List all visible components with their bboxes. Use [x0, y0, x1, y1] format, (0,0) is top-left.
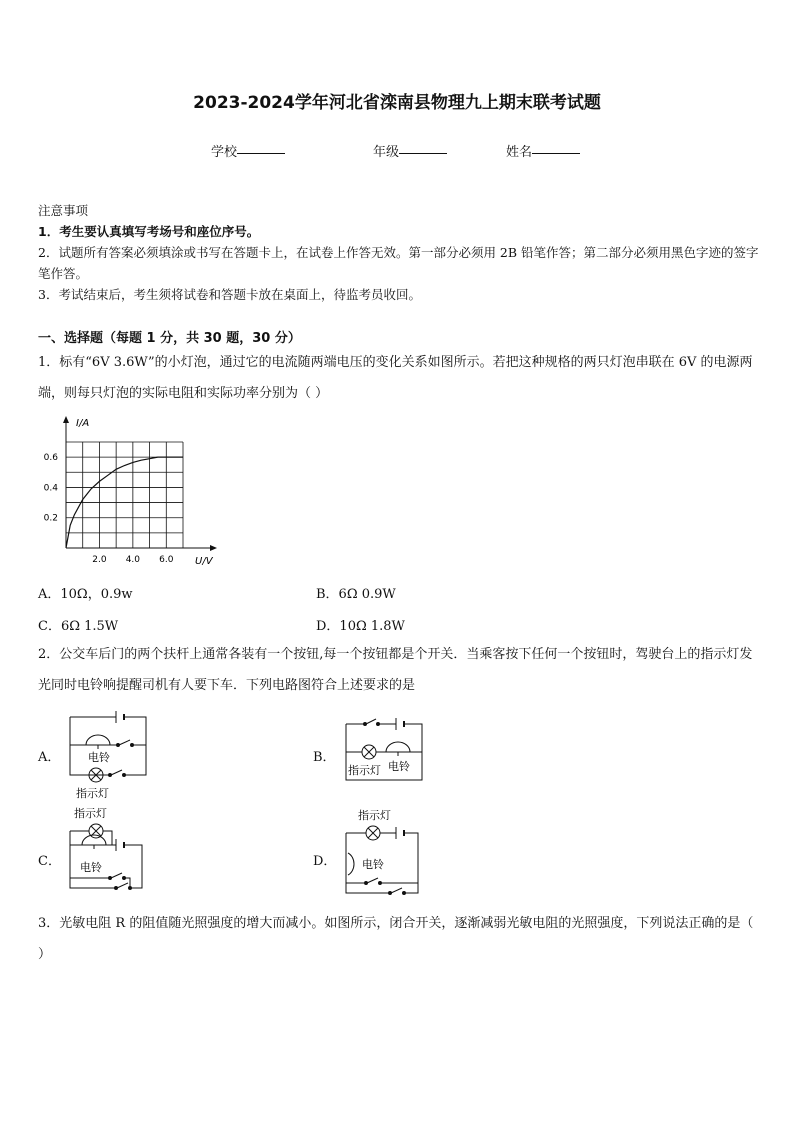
- circuit-a-bell-label: 电铃: [88, 751, 110, 764]
- question-3-text: 3．光敏电阻 R 的阻值随光照强度的增大而减小。如图所示，闭合开关，逐渐减弱光敏电阻的光照强度，下列说法正确的是（ ）: [38, 916, 754, 962]
- notice-heading: 注意事项: [38, 203, 89, 218]
- circuit-d-bell-label: 电铃: [362, 858, 384, 871]
- name-blank: [532, 141, 580, 154]
- chart-y-axis-label: I/A: [76, 418, 90, 429]
- page-title: 2023-2024学年河北省滦南县物理九上期末联考试题: [193, 93, 601, 113]
- circuit-diagram-d: [340, 805, 435, 900]
- x-tick-label: 4.0: [125, 555, 141, 565]
- circuit-d-lamp-label: 指示灯: [358, 809, 391, 822]
- circuit-c-bell-label: 电铃: [80, 861, 102, 874]
- circuit-diagram-b: [340, 710, 435, 795]
- iv-chart: [30, 412, 230, 572]
- notice-item-2: 2．试题所有答案必须填涂或书写在答题卡上，在试卷上作答无效。第一部分必须用 2B 铅笔作答；第二部分必须用黑色字迹的签字笔作答。: [38, 245, 759, 281]
- circuit-b-bell-label: 电铃: [388, 760, 410, 773]
- question-2-text: 2．公交车后门的两个扶杆上通常各装有一个按钮,每一个按钮都是个开关．当乘客按下任何一个按钮时，驾驶台上的指示灯发光同时电铃响提醒司机有人要下车．下列电路图符合上述要求的是: [38, 647, 753, 693]
- circuit-diagram-a: [60, 705, 160, 805]
- grade-field: 年级: [373, 141, 399, 160]
- section-heading: 一、选择题（每题 1 分，共 30 题，30 分）: [38, 331, 301, 346]
- q1-option-a: A．10Ω，0.9w: [38, 587, 133, 602]
- circuit-diagram-c: [60, 803, 160, 903]
- q2-option-a-label: A．: [38, 750, 61, 765]
- q1-option-b: B．6Ω 0.9W: [316, 587, 396, 602]
- circuit-a-lamp-label: 指示灯: [76, 787, 109, 800]
- y-axis-arrow: [63, 416, 69, 423]
- notice-item-1: 1．考生要认真填写考场号和座位序号。: [38, 224, 260, 239]
- chart-grid: [66, 442, 183, 548]
- y-tick-label: 0.2: [43, 513, 58, 524]
- circuit-c-lamp-label: 指示灯: [74, 807, 107, 820]
- q1-option-d: D．10Ω 1.8W: [316, 619, 405, 634]
- q2-option-d-label: D．: [313, 854, 337, 869]
- x-tick-label: 2.0: [92, 555, 107, 565]
- notice-block: [38, 200, 760, 305]
- grade-blank: [399, 141, 447, 154]
- x-tick-label: 6.0: [159, 555, 174, 565]
- school-blank: [237, 141, 285, 154]
- y-tick-label: 0.4: [43, 483, 58, 494]
- x-axis-arrow: [210, 545, 217, 551]
- q1-option-c: C．6Ω 1.5W: [38, 619, 119, 634]
- chart-axes: [63, 416, 217, 551]
- question-1-text: 1．标有“6V 3.6W”的小灯泡，通过它的电流随两端电压的变化关系如图所示。若把这种规格的两只灯泡串联在 6V 的电源两端，则每只灯泡的实际电阻和实际功率分别为（ ）: [38, 355, 753, 401]
- q2-option-b-label: B．: [313, 750, 336, 765]
- circuit-b-lamp-label: 指示灯: [348, 764, 381, 777]
- q2-option-c-label: C．: [38, 854, 61, 869]
- y-tick-label: 0.6: [43, 453, 58, 464]
- chart-x-axis-label: U/V: [195, 556, 213, 567]
- name-field: 姓名: [506, 141, 532, 160]
- notice-item-3: 3．考试结束后，考生须将试卷和答题卡放在桌面上，待监考员收回。: [38, 287, 421, 302]
- school-field: 学校: [211, 141, 237, 160]
